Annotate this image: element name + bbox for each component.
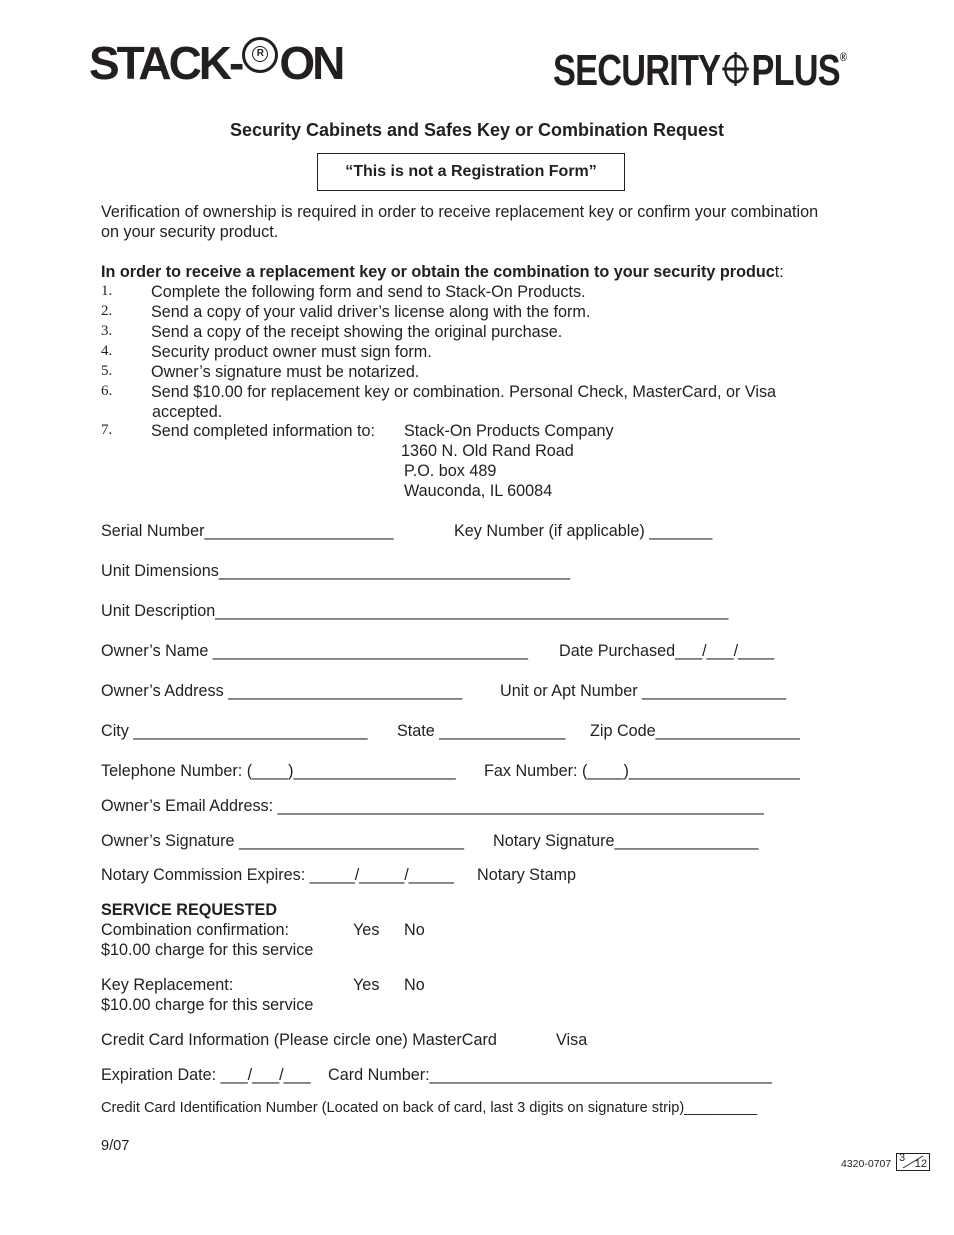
logo-right-text-a: SECURITY — [553, 46, 721, 95]
address-line: 1360 N. Old Rand Road — [401, 442, 574, 460]
page-title: Security Cabinets and Safes Key or Combination Request — [229, 120, 725, 140]
visa-option[interactable]: Visa — [556, 1031, 588, 1049]
step-text: Send completed information to: — [151, 422, 376, 440]
logo-right-text-b: PLUS — [751, 46, 840, 95]
fraction-denominator: 12 — [914, 1158, 927, 1170]
step-number: 2. — [101, 303, 113, 319]
key-number-field[interactable]: Key Number (if applicable) _______ — [454, 522, 713, 540]
telephone-field[interactable]: Telephone Number: (____)__________________ — [101, 762, 456, 780]
date-purchased-field[interactable]: Date Purchased___/___/____ — [559, 642, 775, 660]
address-line: Stack-On Products Company — [404, 422, 614, 440]
security-plus-logo — [553, 35, 847, 93]
instructions-heading — [101, 262, 784, 282]
combination-no-option[interactable]: No — [404, 921, 425, 939]
intro-line-1: Verification of ownership is required in order to receive replacement key or confirm your combination — [101, 203, 819, 221]
email-field[interactable]: Owner’s Email Address: ______________________________________________________ — [101, 797, 764, 815]
owner-address-field[interactable]: Owner’s Address __________________________ — [101, 682, 463, 700]
step-text-continued: accepted. — [152, 403, 223, 421]
key-charge: $10.00 charge for this service — [101, 996, 314, 1014]
step-number: 4. — [101, 343, 113, 359]
step-text: Complete the following form and send to Stack-On Products. — [151, 283, 586, 301]
owner-signature-field[interactable]: Owner’s Signature _________________________ — [101, 832, 465, 850]
step-number: 5. — [101, 363, 113, 379]
notary-expires-field[interactable]: Notary Commission Expires: _____/_____/_____ — [101, 866, 454, 884]
instructions-heading-bold: In order to receive a replacement key or obtain the combination to your security produc — [101, 263, 775, 281]
combination-yes-option[interactable]: Yes — [353, 921, 380, 939]
step-text: Send a copy of the receipt showing the original purchase. — [151, 323, 563, 341]
state-field[interactable]: State ______________ — [397, 722, 566, 740]
key-no-option[interactable]: No — [404, 976, 425, 994]
crosshair-icon — [722, 51, 750, 87]
step-text: Send $10.00 for replacement key or combination. Personal Check, MasterCard, or Visa — [151, 383, 777, 401]
owner-name-field[interactable]: Owner’s Name ___________________________________ — [101, 642, 528, 660]
logo-right-reg: ® — [839, 50, 847, 64]
card-id-field[interactable]: Credit Card Identification Number (Located on back of card, last 3 digits on signature strip)_________ — [101, 1100, 758, 1116]
step-number: 7. — [101, 422, 113, 438]
form-code: 4320-0707 — [841, 1158, 892, 1170]
registered-mark-icon — [242, 37, 278, 73]
credit-card-info[interactable]: Credit Card Information (Please circle one) MasterCard — [101, 1031, 497, 1049]
serial-number-field[interactable]: Serial Number_____________________ — [101, 522, 394, 540]
card-number-field[interactable]: Card Number:______________________________________ — [328, 1066, 772, 1084]
not-registration-notice: “This is not a Registration Form” — [317, 153, 625, 191]
address-line: Wauconda, IL 60084 — [404, 482, 553, 500]
zip-code-field[interactable]: Zip Code________________ — [590, 722, 800, 740]
fraction-numerator: 3 — [899, 1152, 906, 1164]
address-line: P.O. box 489 — [404, 462, 497, 480]
combination-charge: $10.00 charge for this service — [101, 941, 314, 959]
city-field[interactable]: City __________________________ — [101, 722, 368, 740]
step-text: Send a copy of your valid driver’s license along with the form. — [151, 303, 591, 321]
step-number: 3. — [101, 323, 113, 339]
instructions-heading-tail: t: — [774, 263, 784, 281]
notary-stamp-label: Notary Stamp — [477, 866, 576, 884]
step-text: Security product owner must sign form. — [151, 343, 432, 361]
service-heading: SERVICE REQUESTED — [101, 901, 278, 919]
logo-left-text-a: STACK- — [89, 37, 242, 89]
step-number: 6. — [101, 383, 113, 399]
logo-left-reg: R — [252, 46, 268, 62]
step-number: 1. — [101, 283, 113, 299]
expiration-date-field[interactable]: Expiration Date: ___/___/___ — [101, 1066, 311, 1084]
unit-description-field[interactable]: Unit Description_________________________________________________________ — [101, 602, 729, 620]
key-replacement-label: Key Replacement: — [101, 976, 234, 994]
unit-dimensions-field[interactable]: Unit Dimensions_______________________________________ — [101, 562, 570, 580]
stack-on-logo — [89, 37, 343, 89]
logo-left-text-b: ON — [279, 37, 343, 89]
notary-signature-field[interactable]: Notary Signature________________ — [493, 832, 759, 850]
fax-field[interactable]: Fax Number: (____)___________________ — [484, 762, 800, 780]
revision-date: 9/07 — [101, 1138, 130, 1154]
combination-label: Combination confirmation: — [101, 921, 290, 939]
step-text: Owner’s signature must be notarized. — [151, 363, 420, 381]
intro-line-2: on your security product. — [101, 223, 279, 241]
page-fraction — [896, 1153, 930, 1171]
key-yes-option[interactable]: Yes — [353, 976, 380, 994]
unit-apt-field[interactable]: Unit or Apt Number ________________ — [500, 682, 787, 700]
